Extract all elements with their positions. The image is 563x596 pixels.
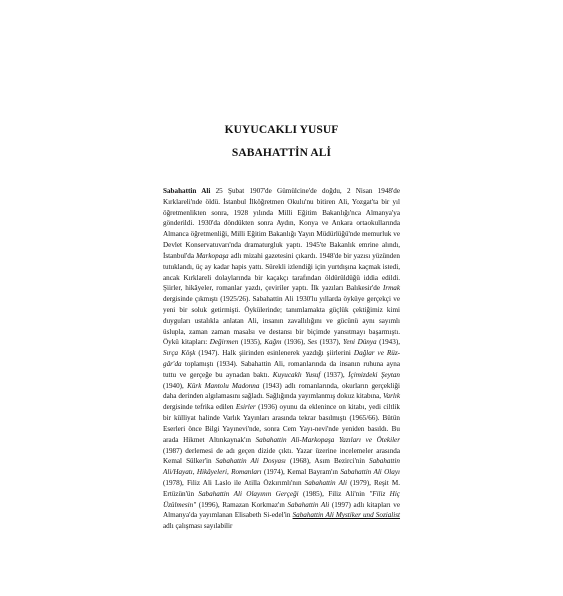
book-title-reference: Kürk Mantolu Madonna [187, 381, 260, 390]
book-title-reference: Sabahattin Ali [304, 478, 347, 487]
book-title-reference: Sırça Köşk [163, 349, 196, 358]
book-title: KUYUCAKLI YUSUF [224, 124, 339, 136]
text-run: dergisinde tefrika edilen [163, 403, 236, 412]
title-block [0, 123, 563, 160]
book-title-reference: Sabahattin Ali-Markopaşa Yazıları ve Ötekiler [255, 435, 400, 444]
book-title-reference: Irmak [382, 284, 400, 293]
text-run: (1940), [163, 381, 188, 390]
book-title-reference: Markopaşa [196, 251, 229, 260]
book-title-reference: "Filiz Hiç Üzülmesin" [163, 489, 400, 509]
author-biography [163, 186, 400, 532]
text-run: (1979), Reşit M. Ertüzün'ün [163, 478, 401, 498]
book-title-reference: Sabahattin Ali/Hayatı, Hikâyeleri, Romanları [163, 457, 400, 477]
book-title-reference: Ses [307, 338, 318, 347]
text-run: (1943), [376, 338, 400, 347]
text-run: adlı mizahi gazetesini çıkardı. 1948'de bir yazısı yüzünden tutuklandı, üç ay kadar hapis yattı. Sürekli izlendiği için yurtdışına kaçmak istedi, ancak Kırklareli dolaylarında bir kaçakçı tarafından öldürüldüğü iddia edildi. Şiirler, hikâyeler, romanlar yazdı, çeviriler yaptı. İlk yazıları Balıkesir'de [163, 251, 400, 293]
book-title-reference: Sabahattin Ali Dosyası [215, 457, 286, 466]
book-title-reference: Kağnı [264, 338, 282, 347]
author-name-inline: Sabahattin Ali [163, 187, 211, 195]
author-name: SABAHATTİN ALİ [231, 147, 332, 159]
biography-paragraph [163, 186, 400, 532]
book-title-reference: Esirler [235, 403, 256, 412]
book-title-reference: İçimizdeki Şeytan [348, 370, 401, 379]
text-run: (1996), Ramazan Korkmaz'ın [196, 500, 288, 509]
text-run: (1997) adlı kitapları ve Almanya'da yayımlanan Elisabeth Si-edel'in [163, 500, 401, 520]
text-run: adlı çalışması sayılabilir [163, 522, 233, 531]
text-run: (1943) adlı romanlarında, okurların gerçekliği daha derinden algılamasını sağladı. Sağlığında yayımlanmış dokuz kitabına, [163, 381, 401, 401]
text-run: (1937), [320, 370, 349, 379]
book-title-reference: Sabahattin Ali Mystiker und Sozialist [292, 511, 401, 520]
text-run: dergisinde çıkmıştı (1925/26). Sabahattin Ali 1930'lu yıllarda öyküye gerçekçi ve yeni bir soluk getirmişti. Öykülerinde; tanımlamakta güçlük çektiğimiz kimi duyguları ustalıkla anlatan Ali, insanın zavallılığını ve gücünü aynı sayımlı üslupla, zaman zaman masalsı ve destansı bir biçimde yansıtmayı başarmıştı. Öykü kitapları: [163, 295, 400, 347]
book-title-reference: Dağlar ve Rüz-gâr'da [163, 349, 400, 368]
book-title-reference: Varlık [382, 392, 400, 401]
book-title-reference: Yeni Dünya [343, 338, 377, 347]
book-title-reference: Sabahattin Ali Olayının Gerçeği [198, 489, 299, 498]
text-run: (1947). Halk şiirinden esinlenerek yazdığı şiirlerini [195, 349, 354, 358]
text-run: 25 Şubat 1907'de Gümülcine'de doğdu, 2 Nisan 1948'de Kırklareli'nde öldü. İstanbul İlköğretmen Okulu'nu bitiren Ali, Yozgat'ta bir yıl öğretmenlikten sonra, 1928 yılında Milli Eğitim Bakanlığı'nca Almanya'ya gönderildi. 1930'da döndükten sonra Aydın, Konya ve Ankara ortaokullarında Almanca öğretmenliği, Milli Eğitim Bakanlığı Yayın Müdürlüğü'nde memurluk ve Devlet Konservatuvarı'nda dramaturgluk yaptı. 1945'te Bakanlık emrine alındı, İstanbul'da [163, 187, 400, 260]
book-title-reference: Değirmen [209, 338, 239, 347]
book-title-reference: Kuyucaklı Yusuf [272, 370, 321, 379]
book-title-reference: Sabahattin Ali Olayı [340, 468, 400, 477]
text-run: (1936), [281, 338, 308, 347]
text-run: (1987) derlemesi de adı geçen dizide çıktı. Yazar üzerine incelemeler arasında Kemal Sülker'in [163, 446, 400, 466]
book-title-reference: Sabahattin Ali [287, 500, 330, 509]
text-run: (1985), Filiz Ali'nin [298, 489, 370, 498]
text-run: (1937), [317, 338, 343, 347]
text-run: (1935), [238, 338, 265, 347]
text-run: (1978), Filiz Ali Laslo ile Atilla Özkırımlı'nın [163, 478, 305, 487]
text-run: (1968), Asım Bezirci'nin [285, 457, 370, 466]
text-run: (1936) oyunu da eklenince on kitabı, yedi ciltlik bir külliyat halinde Varlık Yayınları arasında tekrar basılmıştı (1965/66). Bütün Eserleri önce Bilgi Yayınevi'nde, sonra Cem Yayı-nevi'nde yeniden basıldı. Bu arada Hikmet Altınkaynak'ın [163, 403, 400, 444]
text-run: toplamıştı (1934). Sabahattin Ali, romanlarında da insanın ruhuna ayna tuttu ve gerçeğe bu aynadan baktı. [163, 360, 400, 379]
text-run: (1974), Kemal Bayram'ın [261, 468, 341, 477]
